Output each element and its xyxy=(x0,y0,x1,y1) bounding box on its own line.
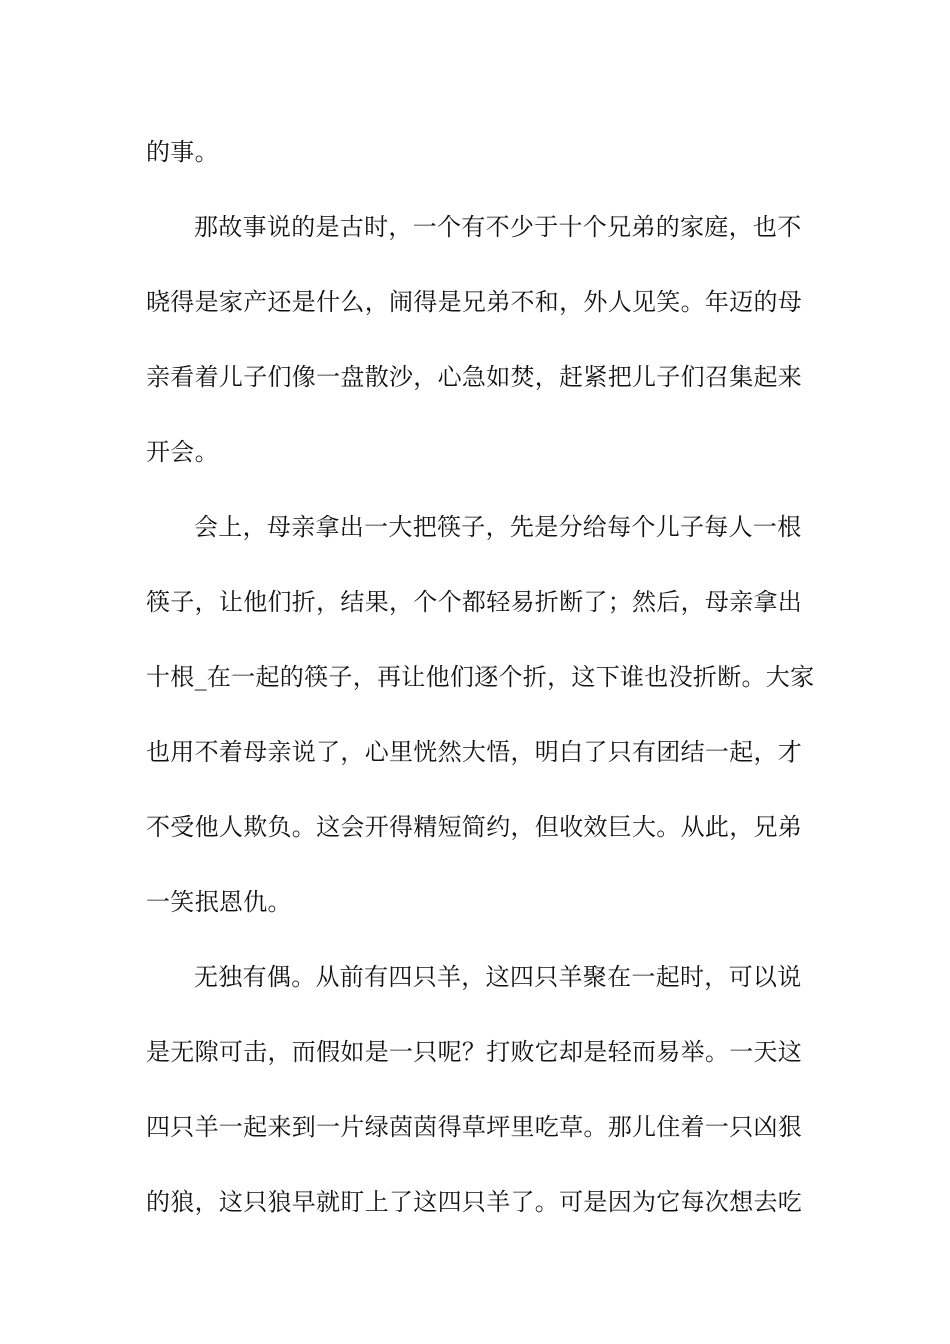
text-line: 的事。 xyxy=(146,138,219,166)
text-line: 晓得是家产还是什么，闹得是兄弟不和，外人见笑。年迈的母 xyxy=(146,288,803,316)
text-line: 不受他人欺负。这会开得精短简约，但收效巨大。从此，兄弟 xyxy=(146,813,803,841)
text-line: 一笑抿恩仇。 xyxy=(146,888,292,916)
document-body xyxy=(146,127,815,1252)
text-line: 是无隙可击，而假如是一只呢？打败它却是轻而易举。一天这 xyxy=(146,1038,803,1066)
paragraph-start-line: 无独有偶。从前有四只羊，这四只羊聚在一起时，可以说 xyxy=(194,963,802,991)
text-line: 十根_在一起的筷子，再让他们逐个折，这下谁也没折断。大家 xyxy=(146,663,815,691)
text-line: 的狼，这只狼早就盯上了这四只羊了。可是因为它每次想去吃 xyxy=(146,1188,803,1216)
paragraph-start-line: 会上，母亲拿出一大把筷子，先是分给每个儿子每人一根 xyxy=(194,513,802,541)
paragraph-start-line: 那故事说的是古时，一个有不少于十个兄弟的家庭，也不 xyxy=(194,213,802,241)
text-line: 开会。 xyxy=(146,438,219,466)
text-line: 四只羊一起来到一片绿茵茵得草坪里吃草。那儿住着一只凶狠 xyxy=(146,1113,803,1141)
text-line: 筷子，让他们折，结果，个个都轻易折断了；然后，母亲拿出 xyxy=(146,588,803,616)
text-line: 也用不着母亲说了，心里恍然大悟，明白了只有团结一起，才 xyxy=(146,738,803,766)
text-line: 亲看着儿子们像一盘散沙，心急如焚，赶紧把儿子们召集起来 xyxy=(146,363,803,391)
